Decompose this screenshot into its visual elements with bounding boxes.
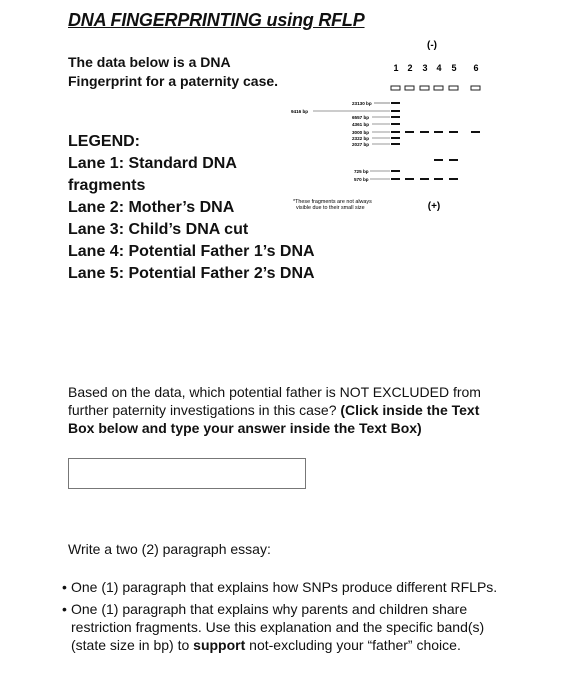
question-text: [68, 383, 498, 437]
lane-1-bands: [391, 102, 400, 180]
well-6: [471, 86, 480, 90]
lane-3-band-a: [420, 131, 429, 133]
lane-number-2: 2: [407, 63, 413, 73]
essay-bullet-2: [62, 600, 512, 654]
lane-4-band-c: [434, 178, 443, 180]
essay-bullet-2-part-b: not-excluding your “father” choice.: [245, 637, 461, 653]
marker-labels: [291, 101, 372, 182]
lane-4-band-a: [434, 131, 443, 133]
essay-bullet-2-text: [71, 600, 512, 654]
bullet-icon: •: [62, 601, 67, 617]
marker-label-23130: 23130 bp: [352, 101, 372, 106]
gel-diagram: [286, 35, 506, 225]
lane-2-band-b: [405, 178, 414, 180]
essay-bullet-1-text: One (1) paragraph that explains how SNPs produce different RFLPs.: [71, 579, 498, 595]
essay-bullets: [62, 578, 512, 658]
marker-label-2027: 2027 bp: [352, 142, 370, 147]
marker-label-725: 725 bp: [354, 169, 369, 174]
question-prompt: Based on the data, which potential father is NOT EXCLUDED from further paternity investigations in this case?: [68, 384, 481, 418]
lane-6-band-a: [471, 131, 480, 133]
legend-lane-1-cont: fragments: [68, 177, 146, 194]
lane-1-band-23130: [391, 102, 400, 104]
legend-lane-5: Lane 5: Potential Father 2’s DNA: [68, 265, 315, 282]
lane-1-band-4361: [391, 123, 400, 125]
essay-instruction: Write a two (2) paragraph essay:: [68, 541, 271, 557]
lane-number-3: 3: [422, 63, 428, 73]
marker-label-9416: 9416 bp: [291, 109, 309, 114]
gel-svg: [286, 35, 506, 225]
lane-1-band-2027: [391, 143, 400, 145]
sample-bands: [405, 131, 480, 180]
lane-4-band-b: [434, 159, 443, 161]
well-4: [434, 86, 443, 90]
well-3: [420, 86, 429, 90]
lane-5-band-b: [449, 159, 458, 161]
legend-lane-2: Lane 2: Mother’s DNA: [68, 199, 235, 216]
well-2: [405, 86, 414, 90]
marker-label-570: 570 bp: [354, 177, 369, 182]
lane-1-band-725: [391, 170, 400, 172]
gel-footnote-line-2: visible due to their small size: [296, 205, 365, 211]
legend-heading: LEGEND:: [68, 133, 140, 150]
gel-wells: [391, 86, 480, 90]
answer-text-box[interactable]: [68, 458, 306, 489]
marker-label-6557: 6557 bp: [352, 115, 370, 120]
legend-lane-4: Lane 4: Potential Father 1’s DNA: [68, 243, 315, 260]
gel-positive-label: (+): [427, 201, 441, 212]
lane-1-band-3000: [391, 131, 400, 133]
marker-label-2322: 2322 bp: [352, 136, 370, 141]
lane-1-band-9416: [391, 110, 400, 112]
legend-lane-3: Lane 3: Child’s DNA cut: [68, 221, 249, 238]
essay-bullet-2-bold: support: [193, 637, 246, 653]
well-1: [391, 86, 400, 90]
essay-bullet-2-part-a: One (1) paragraph that explains why parents and children share restriction fragments. Use this explanation and the specific band(s) (state size in bp) to: [71, 601, 485, 653]
gel-footnote: [293, 199, 372, 211]
lane-number-1: 1: [393, 63, 399, 73]
lane-number-5: 5: [451, 63, 457, 73]
lane-3-band-b: [420, 178, 429, 180]
lane-5-band-a: [449, 131, 458, 133]
well-5: [449, 86, 458, 90]
intro-text: The data below is a DNA Fingerprint for a paternity case.: [68, 54, 279, 89]
lane-number-4: 4: [436, 63, 442, 73]
bullet-icon: •: [62, 579, 67, 595]
page-title: DNA FINGERPRINTING using RFLP: [68, 10, 365, 30]
gel-negative-label: (-): [427, 40, 437, 51]
gel-footnote-line-1: *These fragments are not always: [293, 199, 372, 205]
lane-number-6: 6: [473, 63, 479, 73]
lane-1-band-2322: [391, 137, 400, 139]
lane-1-band-6557: [391, 116, 400, 118]
question-instruction: (Click inside the Text Box below and type your answer inside the Text Box): [68, 402, 480, 436]
lane-5-band-c: [449, 178, 458, 180]
lane-numbers: [393, 63, 478, 73]
essay-bullet-1: [62, 578, 512, 596]
legend-lane-1: Lane 1: Standard DNA: [68, 155, 237, 172]
marker-label-4361: 4361 bp: [352, 122, 370, 127]
lane-2-band-a: [405, 131, 414, 133]
lane-1-band-570: [391, 178, 400, 180]
marker-label-3000: 3000 bp: [352, 130, 370, 135]
